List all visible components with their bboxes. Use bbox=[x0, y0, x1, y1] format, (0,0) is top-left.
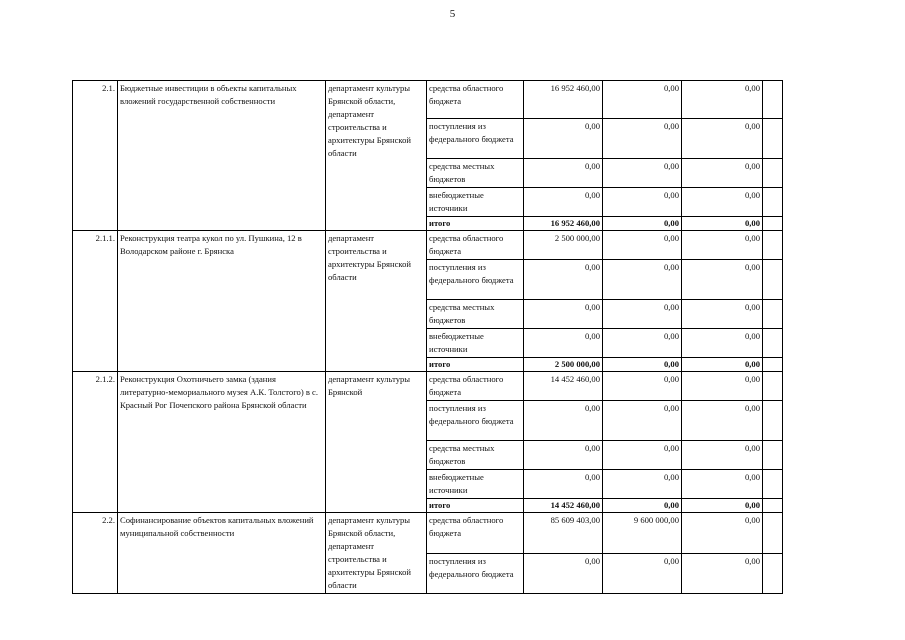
amount-v1: 16 952 460,00 bbox=[524, 217, 603, 231]
funding-source: внебюджетные источники bbox=[427, 188, 524, 217]
funding-source: средства местных бюджетов bbox=[427, 300, 524, 329]
item-name: Реконструкция театра кукол по ул. Пушкина, 12 в Володарском районе г. Брянска bbox=[118, 231, 326, 372]
amount-v1: 2 500 000,00 bbox=[524, 231, 603, 260]
budget-table bbox=[72, 80, 783, 594]
item-executor: департамент культуры Брянской области, департамент строительства и архитектуры Брянской области bbox=[326, 81, 427, 231]
amount-v2: 0,00 bbox=[603, 260, 682, 300]
amount-v1: 0,00 bbox=[524, 159, 603, 188]
amount-v1: 14 452 460,00 bbox=[524, 499, 603, 513]
amount-v1: 0,00 bbox=[524, 401, 603, 441]
item-executor: департамент культуры Брянской области, департамент строительства и архитектуры Брянской области bbox=[326, 513, 427, 594]
empty-cell bbox=[763, 188, 783, 217]
empty-cell bbox=[763, 513, 783, 554]
table-row bbox=[73, 513, 783, 554]
empty-cell bbox=[763, 300, 783, 329]
amount-v1: 0,00 bbox=[524, 260, 603, 300]
amount-v2: 0,00 bbox=[603, 231, 682, 260]
empty-cell bbox=[763, 231, 783, 260]
amount-v1: 16 952 460,00 bbox=[524, 81, 603, 119]
funding-source: поступления из федерального бюджета bbox=[427, 260, 524, 300]
funding-source: средства областного бюджета bbox=[427, 513, 524, 554]
funding-source: средства областного бюджета bbox=[427, 81, 524, 119]
empty-cell bbox=[763, 499, 783, 513]
funding-source: поступления из федерального бюджета bbox=[427, 119, 524, 159]
item-number: 2.1. bbox=[73, 81, 118, 231]
funding-source: внебюджетные источники bbox=[427, 470, 524, 499]
amount-v3: 0,00 bbox=[682, 553, 763, 594]
amount-v3: 0,00 bbox=[682, 372, 763, 401]
item-executor: департамент культуры Брянской bbox=[326, 372, 427, 513]
item-name: Софинансирование объектов капитальных вложений муниципальной собственности bbox=[118, 513, 326, 594]
funding-source: средства областного бюджета bbox=[427, 372, 524, 401]
amount-v3: 0,00 bbox=[682, 119, 763, 159]
total-label: итого bbox=[427, 358, 524, 372]
amount-v2: 0,00 bbox=[603, 159, 682, 188]
amount-v3: 0,00 bbox=[682, 300, 763, 329]
amount-v1: 0,00 bbox=[524, 300, 603, 329]
amount-v1: 0,00 bbox=[524, 188, 603, 217]
amount-v2: 0,00 bbox=[603, 329, 682, 358]
empty-cell bbox=[763, 441, 783, 470]
amount-v1: 0,00 bbox=[524, 329, 603, 358]
empty-cell bbox=[763, 401, 783, 441]
amount-v1: 0,00 bbox=[524, 470, 603, 499]
funding-source: поступления из федерального бюджета bbox=[427, 401, 524, 441]
item-number: 2.1.2. bbox=[73, 372, 118, 513]
empty-cell bbox=[763, 329, 783, 358]
empty-cell bbox=[763, 159, 783, 188]
amount-v1: 0,00 bbox=[524, 441, 603, 470]
item-name: Бюджетные инвестиции в объекты капитальных вложений государственной собственности bbox=[118, 81, 326, 231]
amount-v3: 0,00 bbox=[682, 358, 763, 372]
amount-v2: 0,00 bbox=[603, 401, 682, 441]
empty-cell bbox=[763, 358, 783, 372]
empty-cell bbox=[763, 119, 783, 159]
table-row bbox=[73, 372, 783, 401]
amount-v3: 0,00 bbox=[682, 499, 763, 513]
amount-v3: 0,00 bbox=[682, 470, 763, 499]
amount-v3: 0,00 bbox=[682, 329, 763, 358]
total-label: итого bbox=[427, 217, 524, 231]
empty-cell bbox=[763, 260, 783, 300]
amount-v2: 0,00 bbox=[603, 441, 682, 470]
table-row bbox=[73, 81, 783, 119]
amount-v2: 0,00 bbox=[603, 470, 682, 499]
amount-v1: 0,00 bbox=[524, 119, 603, 159]
amount-v3: 0,00 bbox=[682, 231, 763, 260]
amount-v3: 0,00 bbox=[682, 217, 763, 231]
funding-source: поступления из федерального бюджета bbox=[427, 553, 524, 594]
item-number: 2.1.1. bbox=[73, 231, 118, 372]
amount-v3: 0,00 bbox=[682, 81, 763, 119]
empty-cell bbox=[763, 553, 783, 594]
empty-cell bbox=[763, 81, 783, 119]
amount-v2: 0,00 bbox=[603, 119, 682, 159]
amount-v1: 85 609 403,00 bbox=[524, 513, 603, 554]
amount-v2: 0,00 bbox=[603, 553, 682, 594]
amount-v2: 0,00 bbox=[603, 372, 682, 401]
amount-v3: 0,00 bbox=[682, 441, 763, 470]
empty-cell bbox=[763, 217, 783, 231]
item-name: Реконструкция Охотничьего замка (здания литературно-мемориального музея А.К. Толстого) в с. Красный Рог Почепского района Брянской области bbox=[118, 372, 326, 513]
funding-source: средства местных бюджетов bbox=[427, 441, 524, 470]
item-number: 2.2. bbox=[73, 513, 118, 594]
amount-v3: 0,00 bbox=[682, 188, 763, 217]
amount-v1: 0,00 bbox=[524, 553, 603, 594]
funding-source: средства областного бюджета bbox=[427, 231, 524, 260]
funding-source: внебюджетные источники bbox=[427, 329, 524, 358]
amount-v2: 0,00 bbox=[603, 217, 682, 231]
item-executor: департамент строительства и архитектуры Брянской области bbox=[326, 231, 427, 372]
amount-v2: 0,00 bbox=[603, 188, 682, 217]
amount-v1: 14 452 460,00 bbox=[524, 372, 603, 401]
empty-cell bbox=[763, 372, 783, 401]
funding-source: средства местных бюджетов bbox=[427, 159, 524, 188]
amount-v2: 9 600 000,00 bbox=[603, 513, 682, 554]
amount-v2: 0,00 bbox=[603, 499, 682, 513]
page-number: 5 bbox=[449, 8, 456, 20]
empty-cell bbox=[763, 470, 783, 499]
amount-v3: 0,00 bbox=[682, 401, 763, 441]
total-label: итого bbox=[427, 499, 524, 513]
amount-v1: 2 500 000,00 bbox=[524, 358, 603, 372]
amount-v3: 0,00 bbox=[682, 260, 763, 300]
amount-v2: 0,00 bbox=[603, 81, 682, 119]
amount-v2: 0,00 bbox=[603, 300, 682, 329]
amount-v3: 0,00 bbox=[682, 513, 763, 554]
amount-v3: 0,00 bbox=[682, 159, 763, 188]
amount-v2: 0,00 bbox=[603, 358, 682, 372]
table-row bbox=[73, 231, 783, 260]
